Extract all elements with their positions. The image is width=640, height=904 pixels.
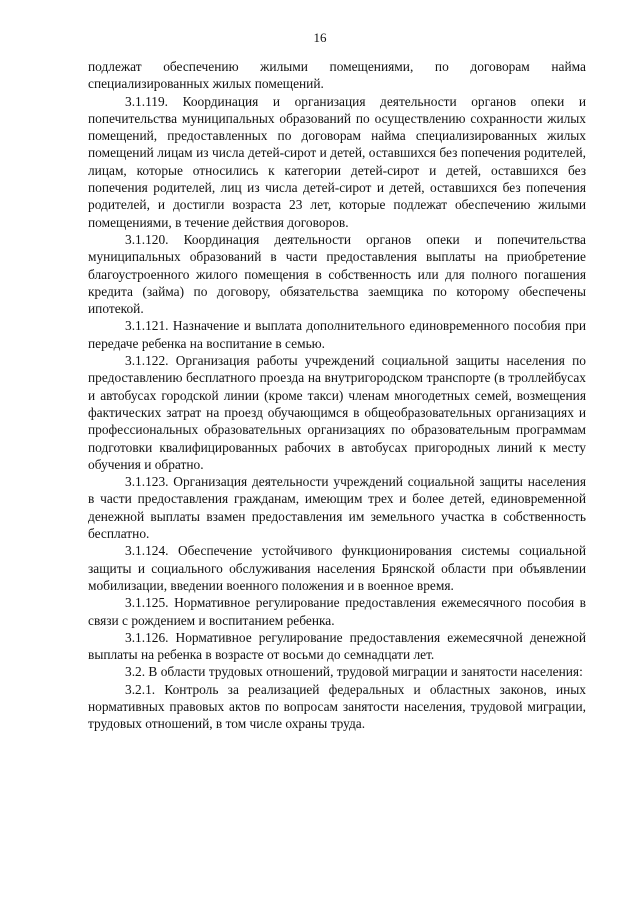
paragraph-3-1-119: 3.1.119. Координация и организация деятельности органов опеки и попечительства муниципальных образований по осуществлению сохранности жилых помещений, предоставленных по договорам найма специализированных жилых помещений лицам из числа детей-сирот и детей, оставшихся без попечения родителей, лицам, которые относились к категории детей-сирот и детей, оставшихся без попечения родителей, лиц из числа детей-сирот и детей, оставшихся без попечения родителей, и достигли возраста 23 лет, которые подлежат обеспечению жилыми помещениями, в течение действия договоров.	[88, 93, 586, 230]
paragraph-3-1-123: 3.1.123. Организация деятельности учреждений социальной защиты населения в части предоставления гражданам, имеющим трех и более детей, единовременной денежной выплаты взамен предоставления им земельного участка в собственность бесплатно.	[88, 474, 586, 542]
paragraph-continuation: подлежат обеспечению жилыми помещениями, по договорам найма специализированных жилых помещений.	[88, 59, 586, 92]
paragraph-3-1-124: 3.1.124. Обеспечение устойчивого функционирования системы социальной защиты и социального обслуживания населения Брянской области при объявлении мобилизации, введении военного положения и в военное время.	[88, 543, 586, 593]
paragraph-3-1-125: 3.1.125. Нормативное регулирование предоставления ежемесячного пособия в связи с рождением и воспитанием ребенка.	[88, 595, 586, 628]
section-heading-3-2: 3.2. В области трудовых отношений, трудовой миграции и занятости населения:	[125, 664, 583, 680]
paragraph-3-1-126: 3.1.126. Нормативное регулирование предоставления ежемесячной денежной выплаты на ребенка в возрасте от восьми до семнадцати лет.	[88, 629, 586, 663]
paragraph-3-1-120: 3.1.120. Координация деятельности органов опеки и попечительства муниципальных образований в части предоставления выплаты на приобретение благоустроенного жилого помещения в собственность или для полного погашения кредита (займа) по договору, обязательства заемщика по которому обеспечены ипотекой.	[88, 231, 586, 317]
page-number: 16	[313, 30, 327, 45]
paragraph-3-2-1: 3.2.1. Контроль за реализацией федеральных и областных законов, иных нормативных правовых актов по вопросам занятости населения, трудовой миграции, трудовых отношений, в том числе охраны труда.	[88, 681, 586, 732]
paragraph-3-1-122: 3.1.122. Организация работы учреждений социальной защиты населения по предоставлению бесплатного проезда на внутригородском транспорте (в троллейбусах и автобусах городской линии (кроме такси) членам многодетных семей, возмещения фактических затрат на проезд обучающимся в общеобразовательных организациях и профессиональных образовательных организациях по образовательным программам подготовки квалифицированных рабочих в автобусах пригородных линий к месту обучения и обратно.	[88, 353, 586, 472]
document-body	[88, 58, 586, 733]
paragraph-3-1-121: 3.1.121. Назначение и выплата дополнительного единовременного пособия при передаче ребенка на воспитание в семью.	[88, 318, 586, 351]
